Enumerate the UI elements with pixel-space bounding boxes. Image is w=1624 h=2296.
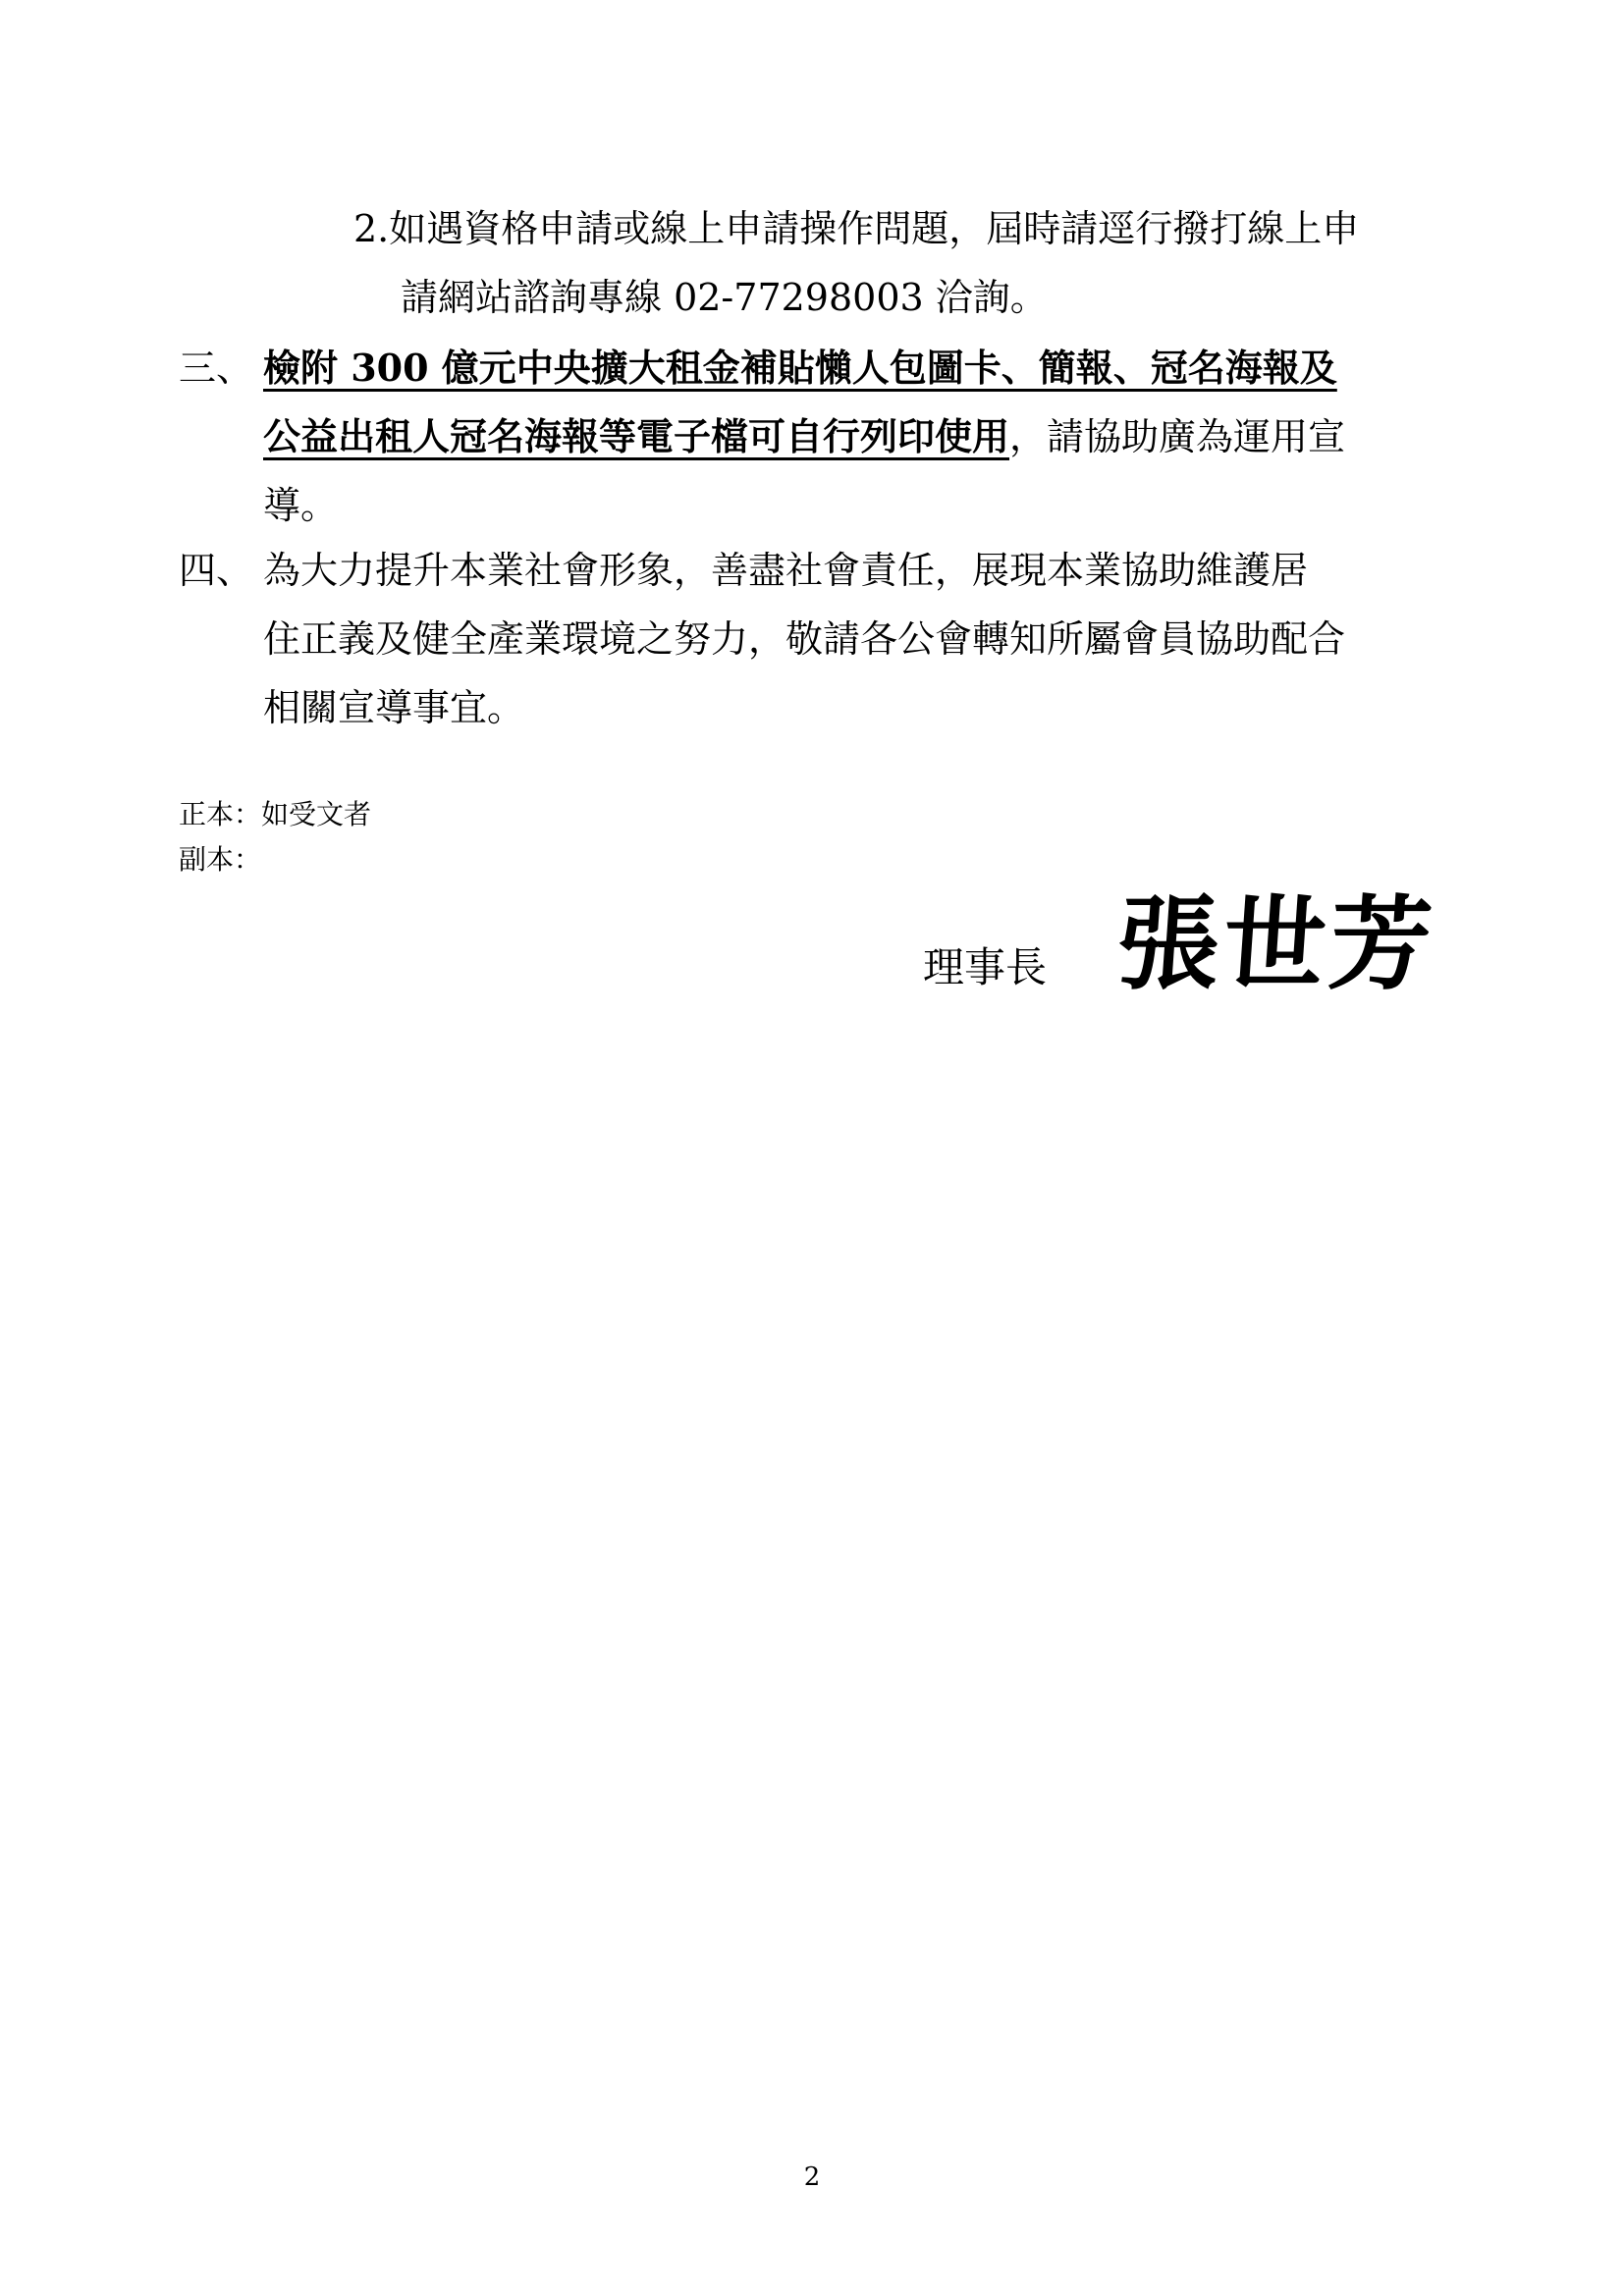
- section4-line1: 為大力提升本業社會形象，善盡社會責任，展現本業協助維護居: [263, 549, 1309, 592]
- signature-title: 理事長: [923, 943, 1048, 991]
- section3-line2-rest: ，請協助廣為運用宣: [1009, 415, 1346, 458]
- section3-number: 三、: [179, 347, 254, 390]
- signature-name: 張世芳: [1112, 883, 1440, 1004]
- distribution-original: 正本：如受文者: [179, 798, 372, 830]
- item2-line2: 請網站諮詢專線 02-77298003 洽詢。: [401, 276, 1048, 319]
- section4-line3: 相關宣導事宜。: [263, 686, 525, 729]
- item2-line1: 2.如遇資格申請或線上申請操作問題，屆時請逕行撥打線上申: [353, 207, 1360, 250]
- section3-line3: 導。: [263, 484, 339, 527]
- section4-number: 四、: [179, 549, 254, 592]
- section3-line2: [263, 410, 1345, 463]
- section3-bold-line2: 公益出租人冠名海報等電子檔可自行列印使用: [263, 414, 1010, 458]
- page-number: 2: [803, 2163, 821, 2192]
- distribution-copy: 副本：: [179, 843, 262, 876]
- section3-bold-line1: 檢附 300 億元中央擴大租金補貼懶人包圖卡、簡報、冠名海報及: [263, 346, 1337, 390]
- section4-line2: 住正義及健全產業環境之努力，敬請各公會轉知所屬會員協助配合: [263, 617, 1346, 661]
